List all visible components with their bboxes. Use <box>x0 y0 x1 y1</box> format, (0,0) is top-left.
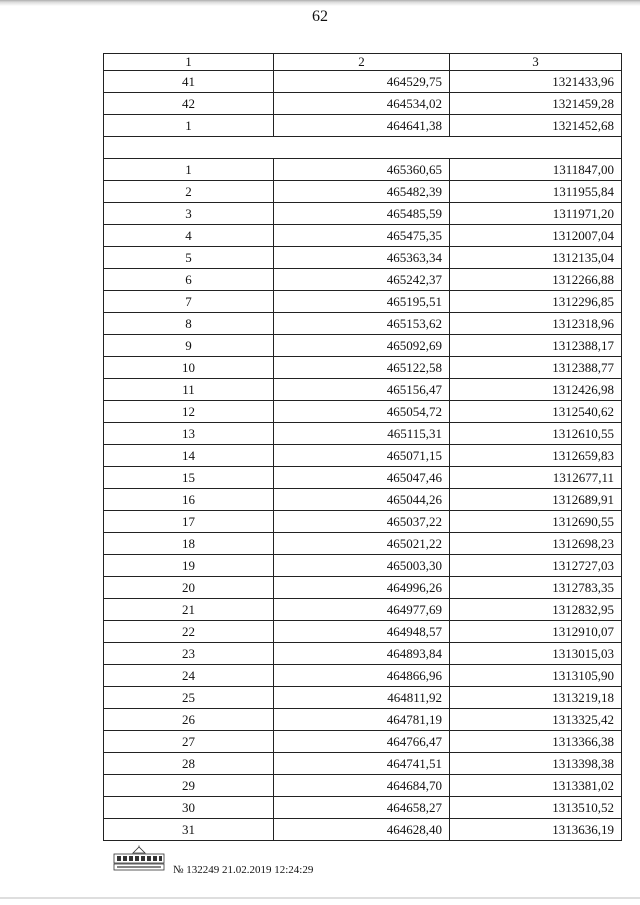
x-coordinate-cell: 465037,22 <box>274 511 450 533</box>
table-row <box>104 269 622 291</box>
point-number-cell: 22 <box>104 621 274 643</box>
coordinates-table <box>103 53 622 841</box>
y-coordinate-cell: 1312659,83 <box>450 445 622 467</box>
x-coordinate-cell: 464996,26 <box>274 577 450 599</box>
point-number-cell: 25 <box>104 687 274 709</box>
table-row <box>104 181 622 203</box>
y-coordinate-cell: 1312698,23 <box>450 533 622 555</box>
point-number-cell: 17 <box>104 511 274 533</box>
y-coordinate-cell: 1313398,38 <box>450 753 622 775</box>
table-row <box>104 467 622 489</box>
point-number-cell: 5 <box>104 247 274 269</box>
y-coordinate-cell: 1311971,20 <box>450 203 622 225</box>
x-coordinate-cell: 464781,19 <box>274 709 450 731</box>
table-row <box>104 731 622 753</box>
point-number-cell: 4 <box>104 225 274 247</box>
table-row <box>104 291 622 313</box>
x-coordinate-cell: 465485,59 <box>274 203 450 225</box>
y-coordinate-cell: 1321433,96 <box>450 71 622 93</box>
point-number-cell: 29 <box>104 775 274 797</box>
point-number-cell: 41 <box>104 71 274 93</box>
table-row <box>104 93 622 115</box>
y-coordinate-cell: 1311847,00 <box>450 159 622 181</box>
point-number-cell: 10 <box>104 357 274 379</box>
y-coordinate-cell: 1312690,55 <box>450 511 622 533</box>
x-coordinate-cell: 465122,58 <box>274 357 450 379</box>
y-coordinate-cell: 1313366,38 <box>450 731 622 753</box>
x-coordinate-cell: 464811,92 <box>274 687 450 709</box>
point-number-cell: 18 <box>104 533 274 555</box>
table-row <box>104 577 622 599</box>
scan-edge-top <box>0 0 640 6</box>
y-coordinate-cell: 1313219,18 <box>450 687 622 709</box>
x-coordinate-cell: 465363,34 <box>274 247 450 269</box>
x-coordinate-cell: 464641,38 <box>274 115 450 137</box>
table-row <box>104 313 622 335</box>
y-coordinate-cell: 1312689,91 <box>450 489 622 511</box>
x-coordinate-cell: 465071,15 <box>274 445 450 467</box>
x-coordinate-cell: 465153,62 <box>274 313 450 335</box>
x-coordinate-cell: 465021,22 <box>274 533 450 555</box>
y-coordinate-cell: 1313381,02 <box>450 775 622 797</box>
table-row <box>104 203 622 225</box>
table-row <box>104 797 622 819</box>
point-number-cell: 19 <box>104 555 274 577</box>
y-coordinate-cell: 1321459,28 <box>450 93 622 115</box>
table-row <box>104 621 622 643</box>
y-coordinate-cell: 1311955,84 <box>450 181 622 203</box>
table-row <box>104 555 622 577</box>
table-row <box>104 533 622 555</box>
table-row <box>104 115 622 137</box>
page-number: 62 <box>312 8 328 25</box>
y-coordinate-cell: 1312832,95 <box>450 599 622 621</box>
point-number-cell: 23 <box>104 643 274 665</box>
y-coordinate-cell: 1312610,55 <box>450 423 622 445</box>
y-coordinate-cell: 1313510,52 <box>450 797 622 819</box>
table-row <box>104 775 622 797</box>
table-row <box>104 225 622 247</box>
x-coordinate-cell: 465195,51 <box>274 291 450 313</box>
point-number-cell: 42 <box>104 93 274 115</box>
y-coordinate-cell: 1312783,35 <box>450 577 622 599</box>
x-coordinate-cell: 465115,31 <box>274 423 450 445</box>
point-number-cell: 1 <box>104 115 274 137</box>
y-coordinate-cell: 1312540,62 <box>450 401 622 423</box>
table-header-cell: 2 <box>274 54 450 71</box>
x-coordinate-cell: 465044,26 <box>274 489 450 511</box>
empty-separator-row <box>104 137 622 159</box>
point-number-cell: 1 <box>104 159 274 181</box>
table-row <box>104 643 622 665</box>
x-coordinate-cell: 464534,02 <box>274 93 450 115</box>
x-coordinate-cell: 464948,57 <box>274 621 450 643</box>
y-coordinate-cell: 1312677,11 <box>450 467 622 489</box>
point-number-cell: 24 <box>104 665 274 687</box>
document-registration-number: № 132249 21.02.2019 12:24:29 <box>173 864 314 876</box>
x-coordinate-cell: 464766,47 <box>274 731 450 753</box>
y-coordinate-cell: 1312318,96 <box>450 313 622 335</box>
coordinates-table-body <box>104 54 622 841</box>
table-row <box>104 753 622 775</box>
y-coordinate-cell: 1312426,98 <box>450 379 622 401</box>
table-row <box>104 401 622 423</box>
point-number-cell: 9 <box>104 335 274 357</box>
table-row <box>104 247 622 269</box>
table-row <box>104 445 622 467</box>
table-row <box>104 687 622 709</box>
empty-separator-cell <box>104 137 622 159</box>
x-coordinate-cell: 465242,37 <box>274 269 450 291</box>
x-coordinate-cell: 464529,75 <box>274 71 450 93</box>
x-coordinate-cell: 464977,69 <box>274 599 450 621</box>
y-coordinate-cell: 1312296,85 <box>450 291 622 313</box>
table-row <box>104 423 622 445</box>
point-number-cell: 12 <box>104 401 274 423</box>
x-coordinate-cell: 465054,72 <box>274 401 450 423</box>
point-number-cell: 8 <box>104 313 274 335</box>
point-number-cell: 2 <box>104 181 274 203</box>
table-header-cell: 3 <box>450 54 622 71</box>
point-number-cell: 21 <box>104 599 274 621</box>
y-coordinate-cell: 1313325,42 <box>450 709 622 731</box>
point-number-cell: 30 <box>104 797 274 819</box>
table-header-cell: 1 <box>104 54 274 71</box>
y-coordinate-cell: 1312388,17 <box>450 335 622 357</box>
table-row <box>104 159 622 181</box>
y-coordinate-cell: 1312910,07 <box>450 621 622 643</box>
y-coordinate-cell: 1312388,77 <box>450 357 622 379</box>
x-coordinate-cell: 464866,96 <box>274 665 450 687</box>
x-coordinate-cell: 465360,65 <box>274 159 450 181</box>
point-number-cell: 31 <box>104 819 274 841</box>
y-coordinate-cell: 1313105,90 <box>450 665 622 687</box>
point-number-cell: 13 <box>104 423 274 445</box>
point-number-cell: 14 <box>104 445 274 467</box>
x-coordinate-cell: 464658,27 <box>274 797 450 819</box>
y-coordinate-cell: 1312727,03 <box>450 555 622 577</box>
table-row <box>104 335 622 357</box>
table-row <box>104 357 622 379</box>
x-coordinate-cell: 465003,30 <box>274 555 450 577</box>
table-row <box>104 379 622 401</box>
x-coordinate-cell: 465092,69 <box>274 335 450 357</box>
point-number-cell: 28 <box>104 753 274 775</box>
table-row <box>104 665 622 687</box>
y-coordinate-cell: 1321452,68 <box>450 115 622 137</box>
point-number-cell: 27 <box>104 731 274 753</box>
y-coordinate-cell: 1312135,04 <box>450 247 622 269</box>
point-number-cell: 7 <box>104 291 274 313</box>
table-row <box>104 819 622 841</box>
x-coordinate-cell: 465482,39 <box>274 181 450 203</box>
point-number-cell: 3 <box>104 203 274 225</box>
x-coordinate-cell: 465047,46 <box>274 467 450 489</box>
point-number-cell: 11 <box>104 379 274 401</box>
x-coordinate-cell: 465156,47 <box>274 379 450 401</box>
table-row <box>104 71 622 93</box>
x-coordinate-cell: 464893,84 <box>274 643 450 665</box>
y-coordinate-cell: 1313636,19 <box>450 819 622 841</box>
x-coordinate-cell: 465475,35 <box>274 225 450 247</box>
stamp-icon <box>113 845 165 871</box>
point-number-cell: 26 <box>104 709 274 731</box>
scan-edge-bottom <box>0 897 640 899</box>
table-row <box>104 709 622 731</box>
y-coordinate-cell: 1312007,04 <box>450 225 622 247</box>
x-coordinate-cell: 464628,40 <box>274 819 450 841</box>
point-number-cell: 15 <box>104 467 274 489</box>
y-coordinate-cell: 1312266,88 <box>450 269 622 291</box>
point-number-cell: 6 <box>104 269 274 291</box>
x-coordinate-cell: 464684,70 <box>274 775 450 797</box>
point-number-cell: 16 <box>104 489 274 511</box>
table-row <box>104 489 622 511</box>
x-coordinate-cell: 464741,51 <box>274 753 450 775</box>
table-header-row <box>104 54 622 71</box>
y-coordinate-cell: 1313015,03 <box>450 643 622 665</box>
point-number-cell: 20 <box>104 577 274 599</box>
table-row <box>104 511 622 533</box>
table-row <box>104 599 622 621</box>
